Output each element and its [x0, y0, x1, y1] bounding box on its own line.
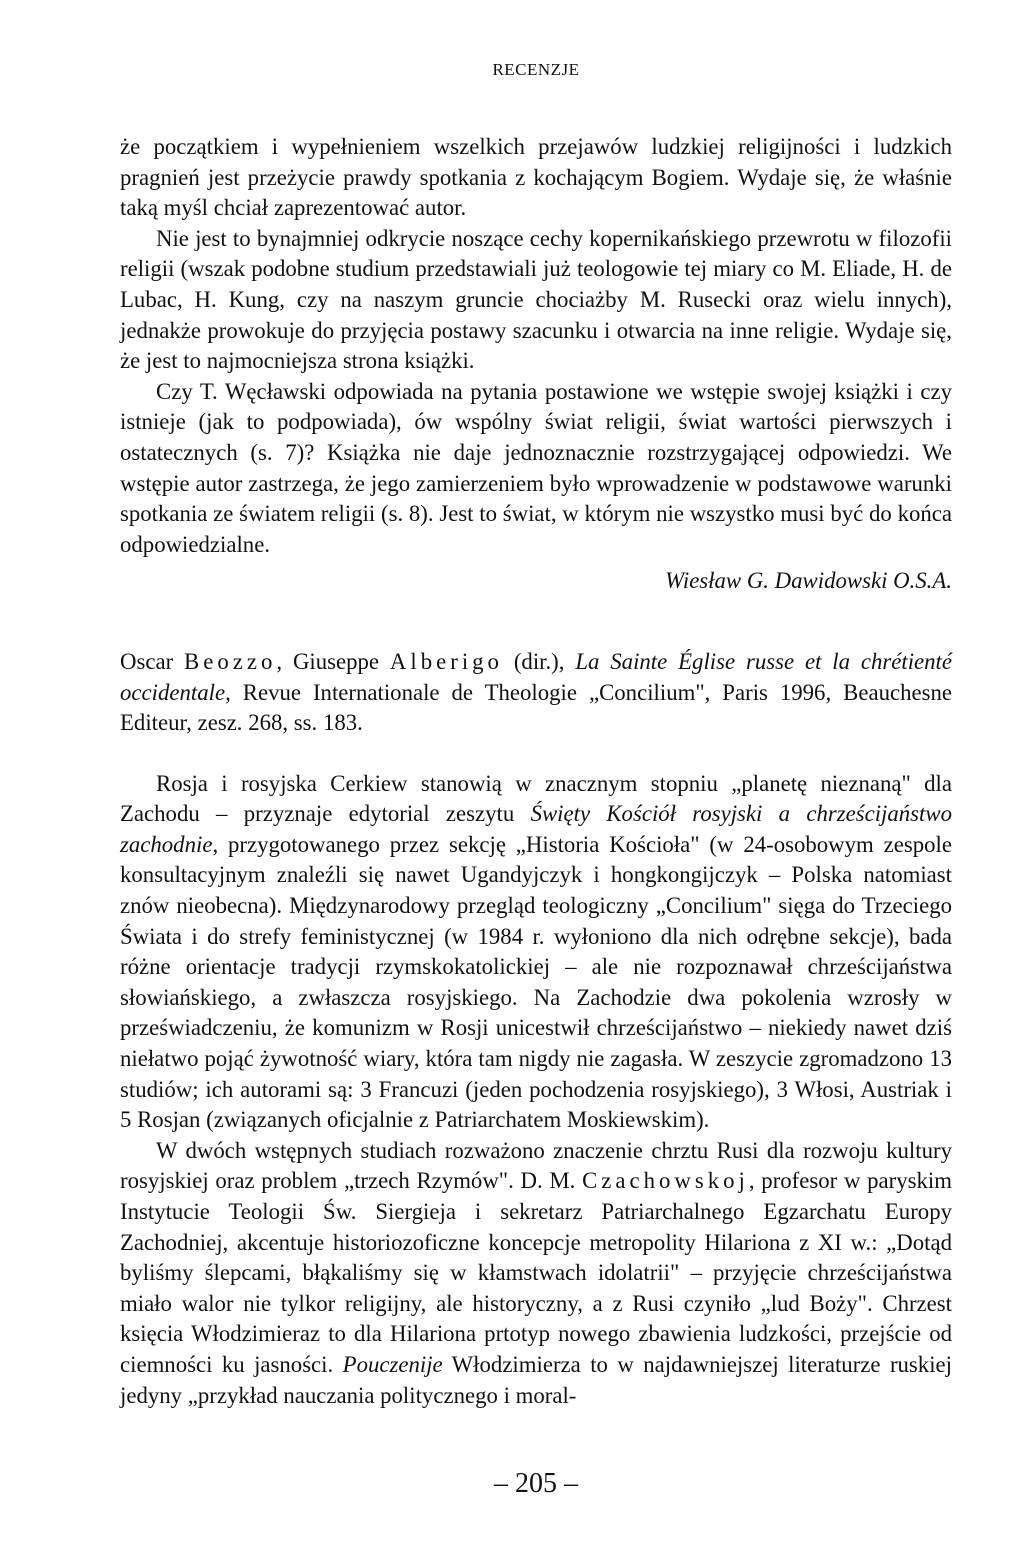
bibliographic-entry	[120, 647, 952, 739]
review2-paragraph-1-text-a: Rosja i rosyjska Cerkiew stanowią w znacznym stopniu „planetę nieznaną" dla Zachodu – przyznaje edytorial zeszytu	[120, 770, 952, 827]
author1-last-name: Beozzo	[184, 648, 277, 674]
review1-paragraph-3: Czy T. Węcławski odpowiada na pytania postawione we wstępie swojej książki i czy istnieje (jak to podpowiada), ów wspólny świat religii, świat wartości pierwszych i ostatecznych (s. 7)? Książka nie daje jednoznacznie rozstrzygającej odpowiedzi. We wstępie autor zastrzega, że jego zamierzeniem było wprowadzenie w podstawowe warunki spotkania ze światem religii (s. 8). Jest to świat, w którym nie wszystko musi być do końca odpowiedzialne.	[120, 378, 952, 557]
biblio-separator-1: , Giuseppe	[276, 648, 390, 674]
review2-paragraph-2-text-c: Włodzimierza to w najdawniejszej literaturze ruskiej jedyny „przykład nauczania politycznego i moral-	[120, 1351, 952, 1408]
review2-paragraph-2-text-b: , profesor w paryskim Instytucie Teologii Św. Siergieja i sekretarz Patriarchalnego Egzarchatu Europy Zachodniej, akcentuje historiozoficzne koncepcje metropolity Hilariona z XI w.: „Dotąd byliśmy ślepcami, błąkaliśmy się w kłamstwach idolatrii" – przyjęcie chrześcijaństwa miało walor nie tylkor religijny, ale historyczny, a z Rusi czyniło „lud Boży". Chrzest księcia Włodzimieraz to dla Hilariona prtotyp nowego zbawienia ludzkości, przejście od ciemności ku jasności.	[120, 1168, 952, 1377]
publication-details: , Revue Internationale de Theologie „Concilium", Paris 1996, Beauchesne Editeur, zesz. 268, ss. 183.	[120, 679, 952, 736]
issue-title: Święty Kościół rosyjski a chrześcijaństwo zachodnie	[120, 801, 952, 857]
work-title: Pouczenije	[342, 1351, 443, 1377]
spaced-author-name: Czachowskoj	[582, 1168, 749, 1194]
section-gap	[120, 597, 952, 647]
body-text	[120, 132, 952, 1411]
review1-paragraph-1: że początkiem i wypełnieniem wszelkich przejawów ludzkiej religijności i ludzkich pragnień jest przeżycie prawdy spotkania z kochającym Bogiem. Wydaje się, że właśnie taką myśl chciał zaprezentować autor.	[120, 134, 952, 221]
biblio-separator-2: (dir.),	[502, 648, 576, 674]
review1-paragraph-2: Nie jest to bynajmniej odkrycie noszące cechy kopernikańskiego przewrotu w filozofii religii (wszak podobne studium przedstawiali już teologowie tej miary co M. Eliade, H. de Lubac, H. Kung, czy na naszym gruncie chociażby M. Rusecki oraz wielu innych), jednakże prowokuje do przyjęcia postawy szacunku i otwarcia na inne religie. Wydaje się, że jest to najmocniejsza strona książki.	[120, 225, 952, 374]
section-gap	[120, 739, 952, 769]
page-number: – 205 –	[494, 1468, 578, 1499]
book-title: La Sainte Église russe et la chrétienté occidentale	[120, 648, 953, 705]
review2-paragraph-1-text-b: , przygotowanego przez sekcję „Historia Kościoła" (w 24-osobowym zespole konsultacyjnym znaleźli się nawet Ugandyjczyk i hongkongijczyk – Polska natomiast znów nieobecna). Międzynarodowy przegląd teologiczny „Concilium" sięga do Trzeciego Świata i do strefy feministycznej (w 1984 r. wyłoniono dla nich odrębne sekcje), bada różne orientacje tradycji rzymskokatolickiej – ale nie rozpoznawał chrześcijaństwa słowiańskiego, a zwłaszcza rosyjskiego. Na Zachodzie dwa pokolenia wzrosły w przeświadczeniu, że komunizm w Rosji unicestwił chrześcijaństwo – niekiedy nawet dziś niełatwo pojąć żywotność wiary, która tam nigdy nie zagasła. W zeszycie zgromadzono 13 studiów; ich autorami są: 3 Francuzi (jeden pochodzenia rosyjskiego), 3 Włosi, Austriak i 5 Rosjan (związanych oficjalnie z Patriarchatem Moskiewskim).	[120, 831, 952, 1133]
review2-paragraph-1	[120, 769, 952, 1136]
author2-last-name: Alberigo	[389, 648, 503, 674]
reviewer-signature: Wiesław G. Dawidowski O.S.A.	[665, 568, 952, 594]
review2-paragraph-2	[120, 1136, 952, 1411]
running-head: RECENZJE	[492, 60, 580, 79]
review2-paragraph-2-text-a: W dwóch wstępnych studiach rozważono znaczenie chrztu Rusi dla rozwoju kultury rosyjskiej oraz problem „trzech Rzymów". D. M.	[120, 1137, 952, 1194]
author1-first-name: Oscar	[120, 648, 185, 674]
